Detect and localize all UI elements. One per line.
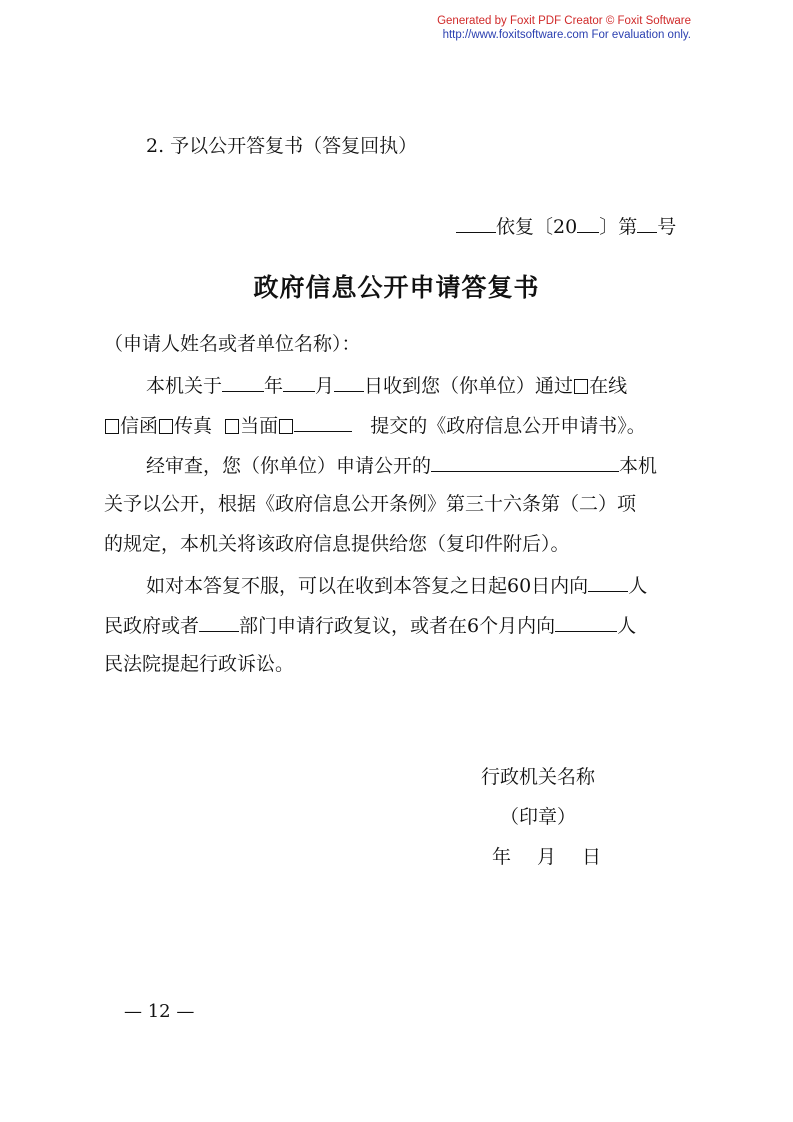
para3-text-e: 人 [617,615,637,637]
para1-text-e: 在线 [589,375,628,397]
checkbox-letter [105,419,119,434]
para3-line1 [146,573,647,597]
blank-year [222,373,264,392]
blank-month [283,373,315,392]
date-year: 年 [492,846,512,868]
para3-text-a: 如对本答复不服，可以在收到本答复之日起60日内向 [146,575,589,597]
checkbox-fax [159,419,173,434]
para1-text-g: 传真 [174,415,213,437]
para3-text-b: 人 [628,575,648,597]
checkbox-in-person [225,419,239,434]
para1-text-i: 提交的《政府信息公开申请书》。 [370,415,646,437]
para3-line2 [104,613,636,637]
para3-text-d: 部门申请行政复议，或者在6个月内向 [239,615,556,637]
section-heading: 2. 予以公开答复书（答复回执） [146,135,418,157]
checkbox-online [574,379,588,394]
para1-text-h: 当面 [240,415,279,437]
blank-govt [588,573,628,592]
para1-line1 [146,373,627,397]
blank-requested-info [431,453,619,472]
para1-line2 [104,413,646,437]
doc-year-blank [577,214,599,233]
signature-seal: （印章） [500,806,577,828]
doc-prefix-blank [456,214,496,233]
blank-other-method [294,413,352,432]
blank-day [334,373,364,392]
document-number [456,214,676,238]
watermark-line-1: Generated by Foxit PDF Creator © Foxit Software [437,15,691,27]
signature-org-name: 行政机关名称 [481,766,596,788]
document-title: 政府信息公开申请答复书 [253,273,540,302]
doc-number-part1: 依复〔20 [496,216,578,238]
date-month: 月 [537,846,557,868]
para1-text-a: 本机关于 [146,375,223,397]
para1-text-b: 年 [264,375,284,397]
doc-number-part3: 号 [657,216,677,238]
para2-text-a: 经审查，您（你单位）申请公开的 [146,455,432,477]
doc-number-part2: 〕第 [599,216,638,238]
para1-text-f: 信函 [120,415,159,437]
para2-line3: 的规定，本机关将该政府信息提供给您（复印件附后）。 [104,533,570,555]
blank-department [199,613,239,632]
date-day: 日 [582,846,602,868]
watermark-line-2: http://www.foxitsoftware.com For evaluation only. [442,29,691,41]
watermark [0,14,691,42]
page-number: — 12 — [124,1001,195,1022]
para3-line3: 民法院提起行政诉讼。 [104,653,295,675]
blank-court [555,613,617,632]
para1-text-d: 日收到您（你单位）通过 [364,375,574,397]
para2-line1 [146,453,657,477]
para1-text-c: 月 [315,375,335,397]
salutation: （申请人姓名或者单位名称）： [104,333,361,355]
doc-serial-blank [637,214,657,233]
signature-date [492,846,601,868]
para2-text-b: 本机 [619,455,658,477]
para3-text-c: 民政府或者 [104,615,200,637]
para2-line2: 关予以公开，根据《政府信息公开条例》第三十六条第（二）项 [104,493,637,515]
checkbox-other [279,419,293,434]
